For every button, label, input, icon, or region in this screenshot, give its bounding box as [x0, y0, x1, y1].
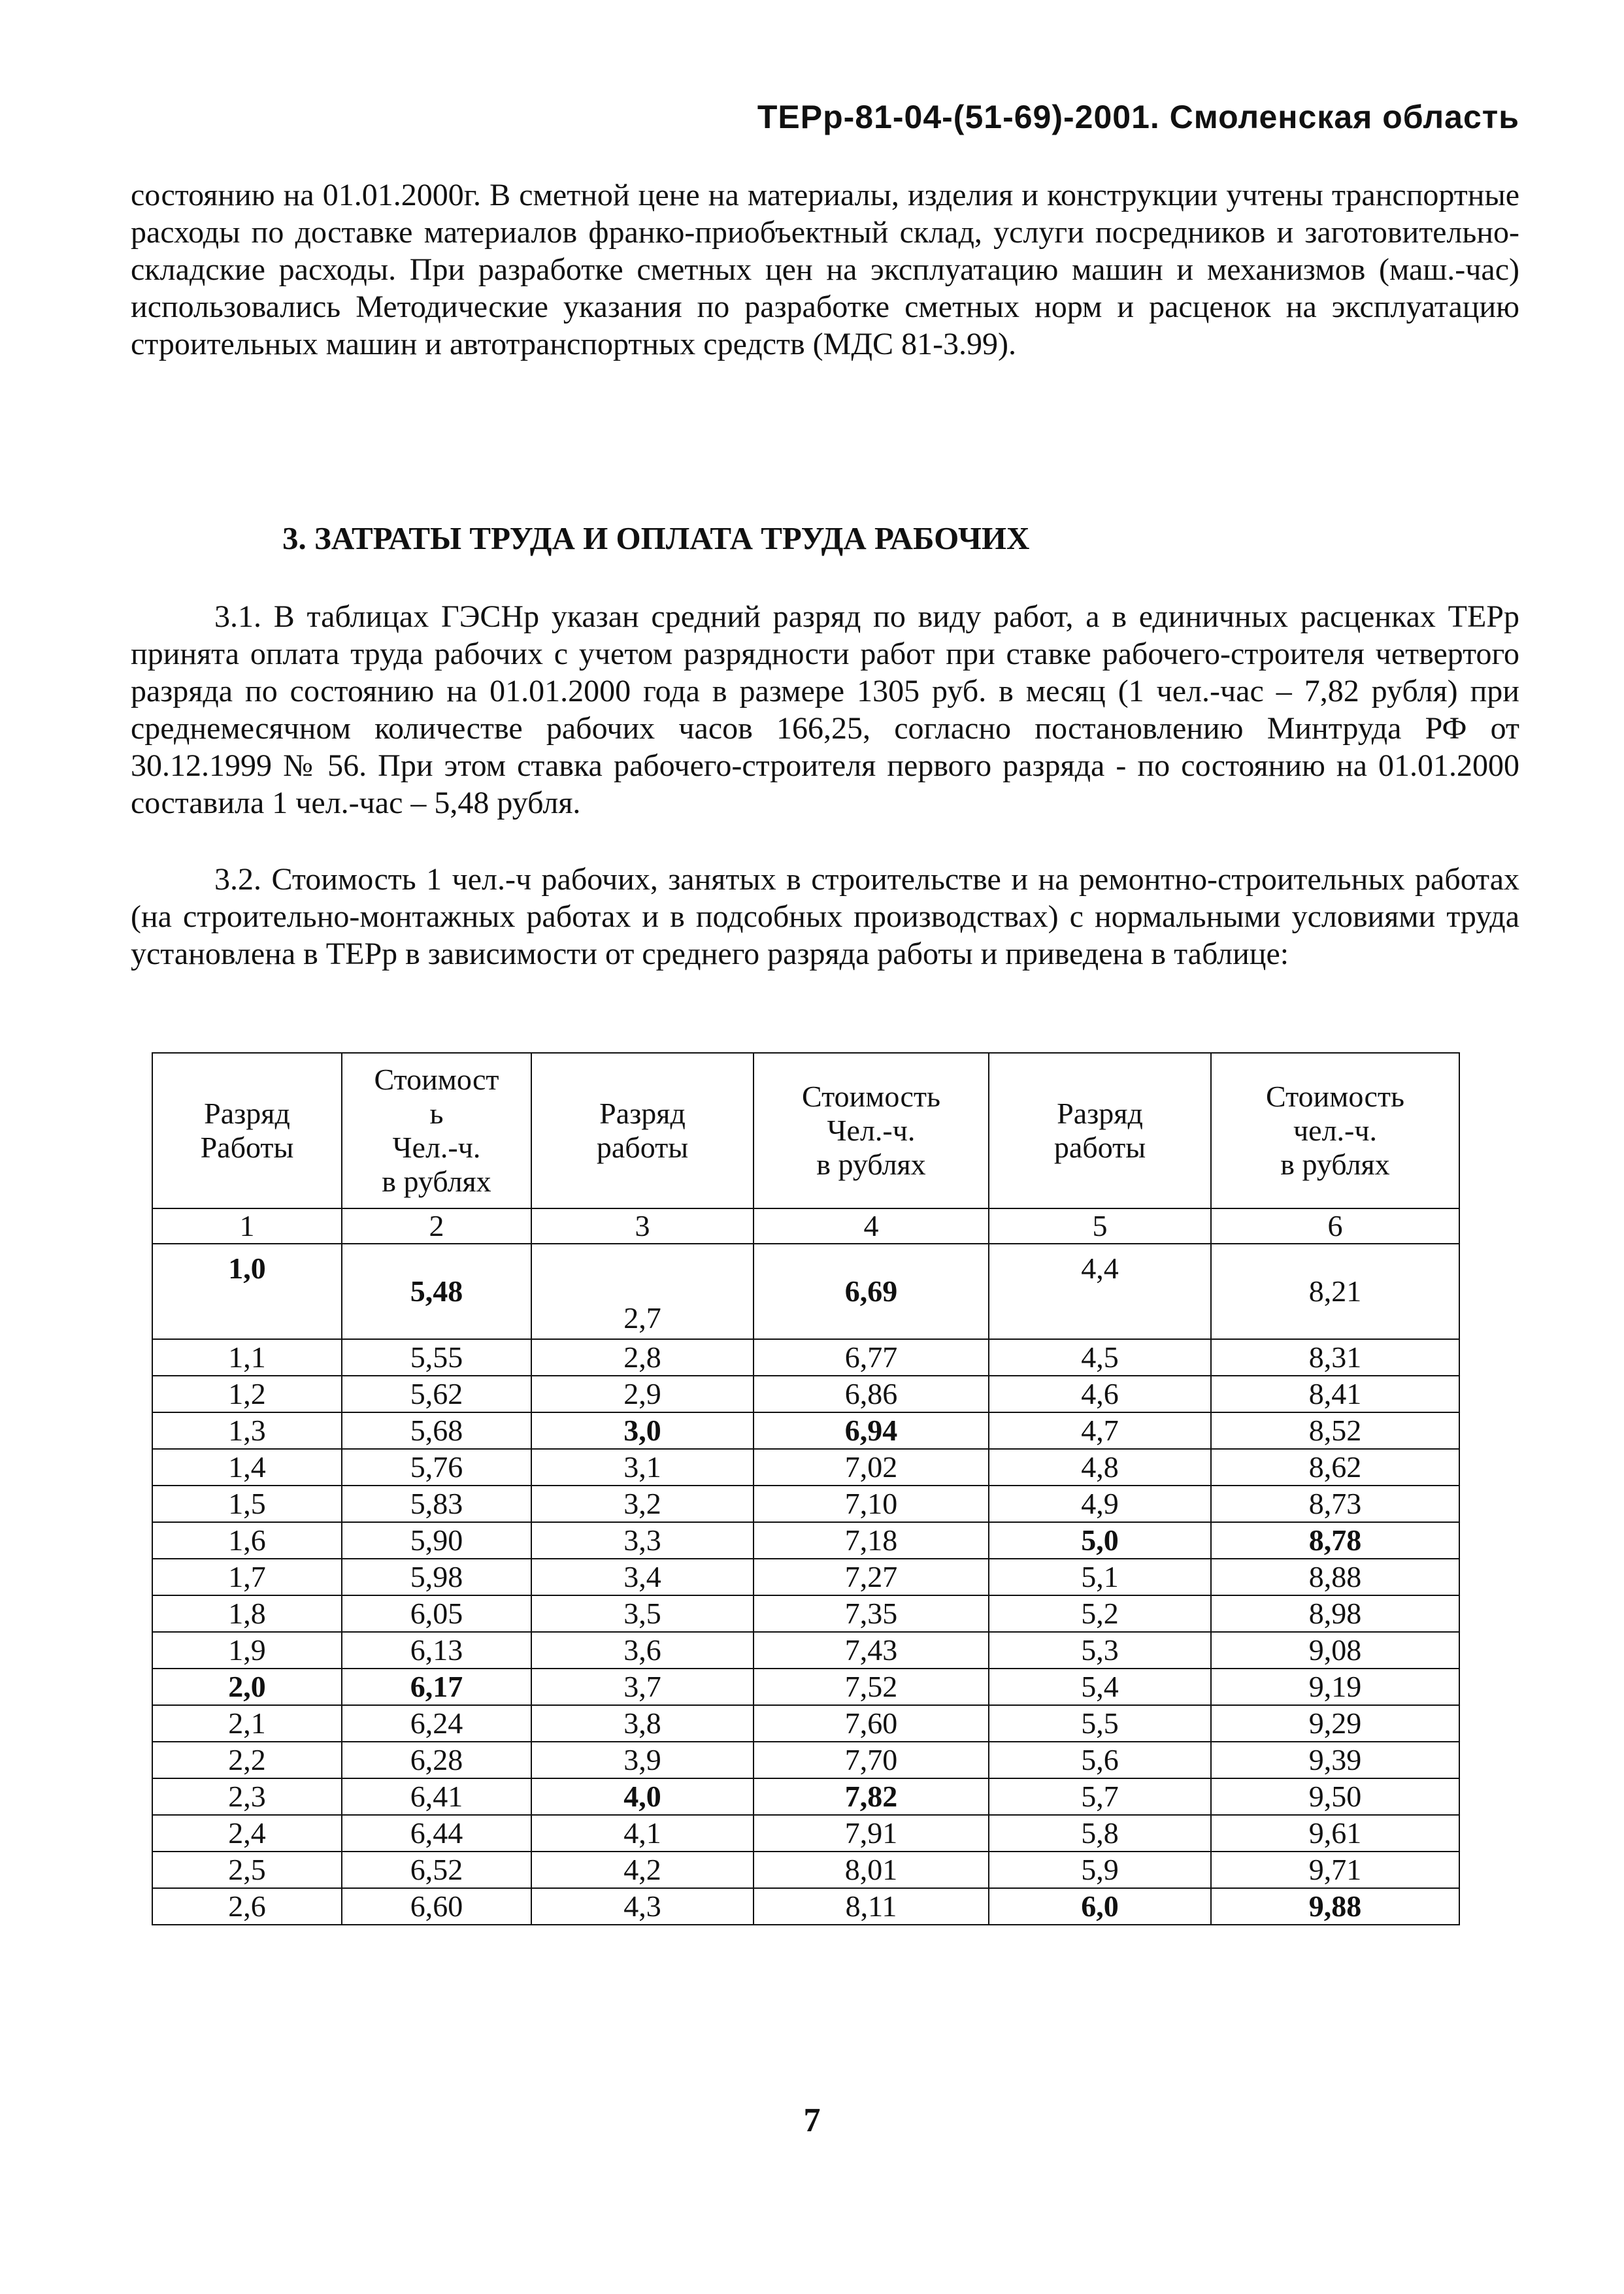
table-cell: 1,3: [152, 1412, 342, 1449]
table-cell: 7,02: [754, 1449, 989, 1486]
table-cell: 8,73: [1211, 1486, 1459, 1522]
table-cell: 6,28: [342, 1742, 531, 1778]
table-cell: 5,1: [989, 1559, 1211, 1595]
table-cell: 4,6: [989, 1376, 1211, 1412]
table-cell: 2,1: [152, 1705, 342, 1742]
table-cell: 4,8: [989, 1449, 1211, 1486]
table-cell: 7,52: [754, 1669, 989, 1705]
table-cell: 4,4: [989, 1244, 1211, 1339]
header-grade-1: Разряд Работы: [152, 1053, 342, 1208]
table-cell: 4,2: [531, 1852, 754, 1888]
header-cost-3: Стоимость чел.-ч. в рублях: [1211, 1053, 1459, 1208]
table-cell: 6,94: [754, 1412, 989, 1449]
section-title: 3. ЗАТРАТЫ ТРУДА И ОПЛАТА ТРУДА РАБОЧИХ: [282, 520, 1030, 556]
table-cell: 2,9: [531, 1376, 754, 1412]
table-cell: 8,88: [1211, 1559, 1459, 1595]
table-cell: 9,50: [1211, 1778, 1459, 1815]
table-cell: 6,13: [342, 1632, 531, 1669]
table-cell: 4,3: [531, 1888, 754, 1925]
table-cell: 8,11: [754, 1888, 989, 1925]
table-row: [152, 1742, 1459, 1778]
table-cell: 9,19: [1211, 1669, 1459, 1705]
table-cell: 3,5: [531, 1595, 754, 1632]
table-cell: 3,6: [531, 1632, 754, 1669]
table-row: [152, 1376, 1459, 1412]
column-number: 3: [531, 1208, 754, 1244]
table-cell: 5,6: [989, 1742, 1211, 1778]
table-cell: 6,52: [342, 1852, 531, 1888]
table-cell: 6,17: [342, 1669, 531, 1705]
table-cell: 6,41: [342, 1778, 531, 1815]
intro-paragraph: состоянию на 01.01.2000г. В сметной цене на материалы, изделия и конструкции учтены транспортные расходы по доставке материалов франко-приобъектный склад, услуги посредников и заготовительно-складские расходы. При разработке сметных цен на эксплуатацию машин и механизмов (маш.-час) использовались Методические указания по разработке сметных норм и расценок на эксплуатацию строительных машин и автотранспортных средств (МДС 81-3.99).: [131, 178, 1519, 361]
table-cell: 5,4: [989, 1669, 1211, 1705]
table-cell: 8,21: [1211, 1244, 1459, 1339]
table-cell: 3,0: [531, 1412, 754, 1449]
table-cell: 6,60: [342, 1888, 531, 1925]
table-cell: 5,98: [342, 1559, 531, 1595]
table-cell: 7,70: [754, 1742, 989, 1778]
table-cell: 1,2: [152, 1376, 342, 1412]
table-cell: 4,9: [989, 1486, 1211, 1522]
table-cell: 4,5: [989, 1339, 1211, 1376]
column-number: 5: [989, 1208, 1211, 1244]
table-cell: 5,3: [989, 1632, 1211, 1669]
table-cell: 4,7: [989, 1412, 1211, 1449]
table-cell: 8,31: [1211, 1339, 1459, 1376]
header-grade-2: Разряд работы: [531, 1053, 754, 1208]
table-cell: 5,7: [989, 1778, 1211, 1815]
table-cell: 3,4: [531, 1559, 754, 1595]
table-row: [152, 1412, 1459, 1449]
column-number: 1: [152, 1208, 342, 1244]
header-grade-3: Разряд работы: [989, 1053, 1211, 1208]
table-cell: 3,2: [531, 1486, 754, 1522]
column-number: 2: [342, 1208, 531, 1244]
table-cell: 6,05: [342, 1595, 531, 1632]
table-cell: 5,62: [342, 1376, 531, 1412]
table-cell: 8,62: [1211, 1449, 1459, 1486]
paragraph-3-1: 3.1. В таблицах ГЭСНр указан средний разряд по виду работ, а в единичных расценках ТЕРр принята оплата труда рабочих с учетом разрядности работ при ставке рабочего-строителя четвертого разряда по состоянию на 01.01.2000 года в размере 1305 руб. в месяц (1 чел.-час – 7,82 рубля) при среднемесячном количестве рабочих часов 166,25, согласно постановлению Минтруда РФ от 30.12.1999 № 56. При этом ставка рабочего-строителя первого разряда - по состоянию на 01.01.2000 составила 1 чел.-час – 5,48 рубля.: [131, 599, 1519, 820]
table-row: [152, 1244, 1459, 1339]
table-cell: 7,82: [754, 1778, 989, 1815]
table-cell: 7,43: [754, 1632, 989, 1669]
table-row: [152, 1449, 1459, 1486]
table-cell: 7,60: [754, 1705, 989, 1742]
table-cell: 2,8: [531, 1339, 754, 1376]
table-cell: 3,8: [531, 1705, 754, 1742]
table-cell: 5,55: [342, 1339, 531, 1376]
table-cell: 2,7: [531, 1244, 754, 1339]
labor-cost-table: [152, 1052, 1460, 1925]
table-cell: 1,7: [152, 1559, 342, 1595]
table-cell: 1,5: [152, 1486, 342, 1522]
table-row: [152, 1888, 1459, 1925]
table-cell: 8,01: [754, 1852, 989, 1888]
table-cell: 9,88: [1211, 1888, 1459, 1925]
column-number: 4: [754, 1208, 989, 1244]
table-cell: 6,0: [989, 1888, 1211, 1925]
page-number: 7: [803, 2102, 821, 2139]
table-cell: 5,83: [342, 1486, 531, 1522]
table-cell: 1,0: [152, 1244, 342, 1339]
table-cell: 8,78: [1211, 1522, 1459, 1559]
table-row: [152, 1486, 1459, 1522]
table-cell: 7,35: [754, 1595, 989, 1632]
table-cell: 7,91: [754, 1815, 989, 1852]
table-cell: 2,4: [152, 1815, 342, 1852]
table-cell: 6,77: [754, 1339, 989, 1376]
table-row: [152, 1559, 1459, 1595]
table-cell: 9,29: [1211, 1705, 1459, 1742]
table-cell: 5,9: [989, 1852, 1211, 1888]
table-cell: 5,48: [342, 1244, 531, 1339]
header-cost-2: Стоимость Чел.-ч. в рублях: [754, 1053, 989, 1208]
table-header-row: [152, 1053, 1459, 1208]
table-row: [152, 1339, 1459, 1376]
table-row: [152, 1815, 1459, 1852]
table-row: [152, 1632, 1459, 1669]
table-cell: 2,5: [152, 1852, 342, 1888]
table-cell: 1,4: [152, 1449, 342, 1486]
table-cell: 2,0: [152, 1669, 342, 1705]
table-cell: 6,69: [754, 1244, 989, 1339]
page-header: ТЕРр-81-04-(51-69)-2001. Смоленская область: [757, 99, 1519, 135]
table-row: [152, 1852, 1459, 1888]
table-cell: 9,61: [1211, 1815, 1459, 1852]
table-cell: 6,44: [342, 1815, 531, 1852]
table-row: [152, 1669, 1459, 1705]
table-cell: 1,9: [152, 1632, 342, 1669]
table-cell: 3,7: [531, 1669, 754, 1705]
table-cell: 5,8: [989, 1815, 1211, 1852]
table-cell: 9,39: [1211, 1742, 1459, 1778]
table-cell: 4,0: [531, 1778, 754, 1815]
table-cell: 7,18: [754, 1522, 989, 1559]
table-cell: 6,24: [342, 1705, 531, 1742]
table-cell: 5,0: [989, 1522, 1211, 1559]
header-cost-1: Стоимост ь Чел.-ч. в рублях: [342, 1053, 531, 1208]
table-cell: 8,98: [1211, 1595, 1459, 1632]
table-row: [152, 1778, 1459, 1815]
table-cell: 1,8: [152, 1595, 342, 1632]
table-cell: 6,86: [754, 1376, 989, 1412]
table-cell: 2,2: [152, 1742, 342, 1778]
table-cell: 3,3: [531, 1522, 754, 1559]
table-cell: 2,3: [152, 1778, 342, 1815]
table-row: [152, 1522, 1459, 1559]
table-cell: 8,52: [1211, 1412, 1459, 1449]
table-cell: 9,71: [1211, 1852, 1459, 1888]
paragraph-3-2: 3.2. Стоимость 1 чел.-ч рабочих, занятых в строительстве и на ремонтно-строительных работах (на строительно-монтажных работах и в подсобных производствах) с нормальными условиями труда установлена в ТЕРр в зависимости от среднего разряда работы и приведена в таблице:: [131, 862, 1519, 971]
table-row: [152, 1705, 1459, 1742]
table-cell: 1,6: [152, 1522, 342, 1559]
table-body: [152, 1208, 1459, 1925]
table-cell: 7,27: [754, 1559, 989, 1595]
table-cell: 5,5: [989, 1705, 1211, 1742]
table-cell: 5,68: [342, 1412, 531, 1449]
table-cell: 5,2: [989, 1595, 1211, 1632]
table-cell: 1,1: [152, 1339, 342, 1376]
table-cell: 8,41: [1211, 1376, 1459, 1412]
table-cell: 5,90: [342, 1522, 531, 1559]
table-cell: 3,1: [531, 1449, 754, 1486]
table-row: [152, 1595, 1459, 1632]
table-cell: 4,1: [531, 1815, 754, 1852]
table-cell: 5,76: [342, 1449, 531, 1486]
column-number: 6: [1211, 1208, 1459, 1244]
table-cell: 7,10: [754, 1486, 989, 1522]
column-number-row: [152, 1208, 1459, 1244]
table-cell: 9,08: [1211, 1632, 1459, 1669]
table-cell: 2,6: [152, 1888, 342, 1925]
table-cell: 3,9: [531, 1742, 754, 1778]
